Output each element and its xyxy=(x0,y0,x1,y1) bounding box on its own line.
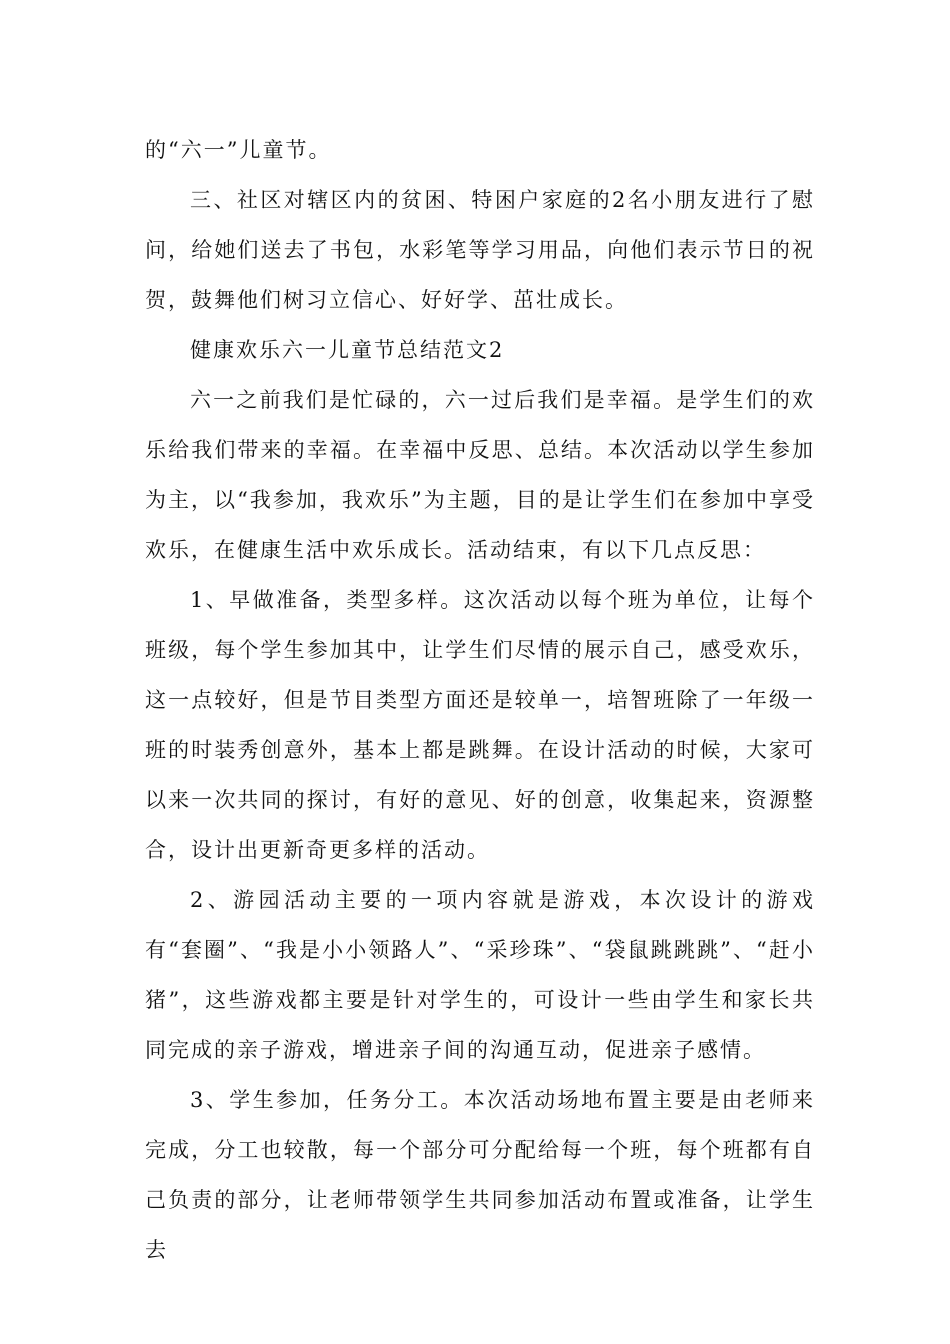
paragraph-community-visit: 三、社区对辖区内的贫困、特困户家庭的2名小朋友进行了慰问，给她们送去了书包，水彩笔等学习用品，向他们表示节日的祝贺，鼓舞他们树习立信心、好好学、茁壮成长。 xyxy=(145,188,815,312)
paragraph-intro: 六一之前我们是忙碌的，六一过后我们是幸福。是学生们的欢乐给我们带来的幸福。在幸福中反思、总结。本次活动以学生参加为主，以“我参加，我欢乐”为主题，目的是让学生们在参加中享受欢乐，在健康生活中欢乐成长。活动结束，有以下几点反思： xyxy=(145,388,815,562)
paragraph-continuation: 的“六一”儿童节。 xyxy=(145,138,332,162)
paragraph-point-2: 2、游园活动主要的一项内容就是游戏，本次设计的游戏有“套圈”、“我是小小领路人”、“采珍珠”、“袋鼠跳跳跳”、“赶小猪”，这些游戏都主要是针对学生的，可设计一些由学生和家长共同完成的亲子游戏，增进亲子间的沟通互动，促进亲子感情。 xyxy=(145,888,815,1062)
paragraph-point-3: 3、学生参加，任务分工。本次活动场地布置主要是由老师来完成，分工也较散，每一个部分可分配给每一个班，每个班都有自己负责的部分，让老师带领学生共同参加活动布置或准备，让学生去 xyxy=(145,1088,815,1262)
section-heading: 健康欢乐六一儿童节总结范文2 xyxy=(190,338,505,362)
document-body xyxy=(145,125,815,1275)
paragraph-point-1: 1、早做准备，类型多样。这次活动以每个班为单位，让每个班级，每个学生参加其中，让学生们尽情的展示自己，感受欢乐，这一点较好，但是节目类型方面还是较单一，培智班除了一年级一班的时装秀创意外，基本上都是跳舞。在设计活动的时候，大家可以来一次共同的探讨，有好的意见、好的创意，收集起来，资源整合，设计出更新奇更多样的活动。 xyxy=(145,588,815,862)
